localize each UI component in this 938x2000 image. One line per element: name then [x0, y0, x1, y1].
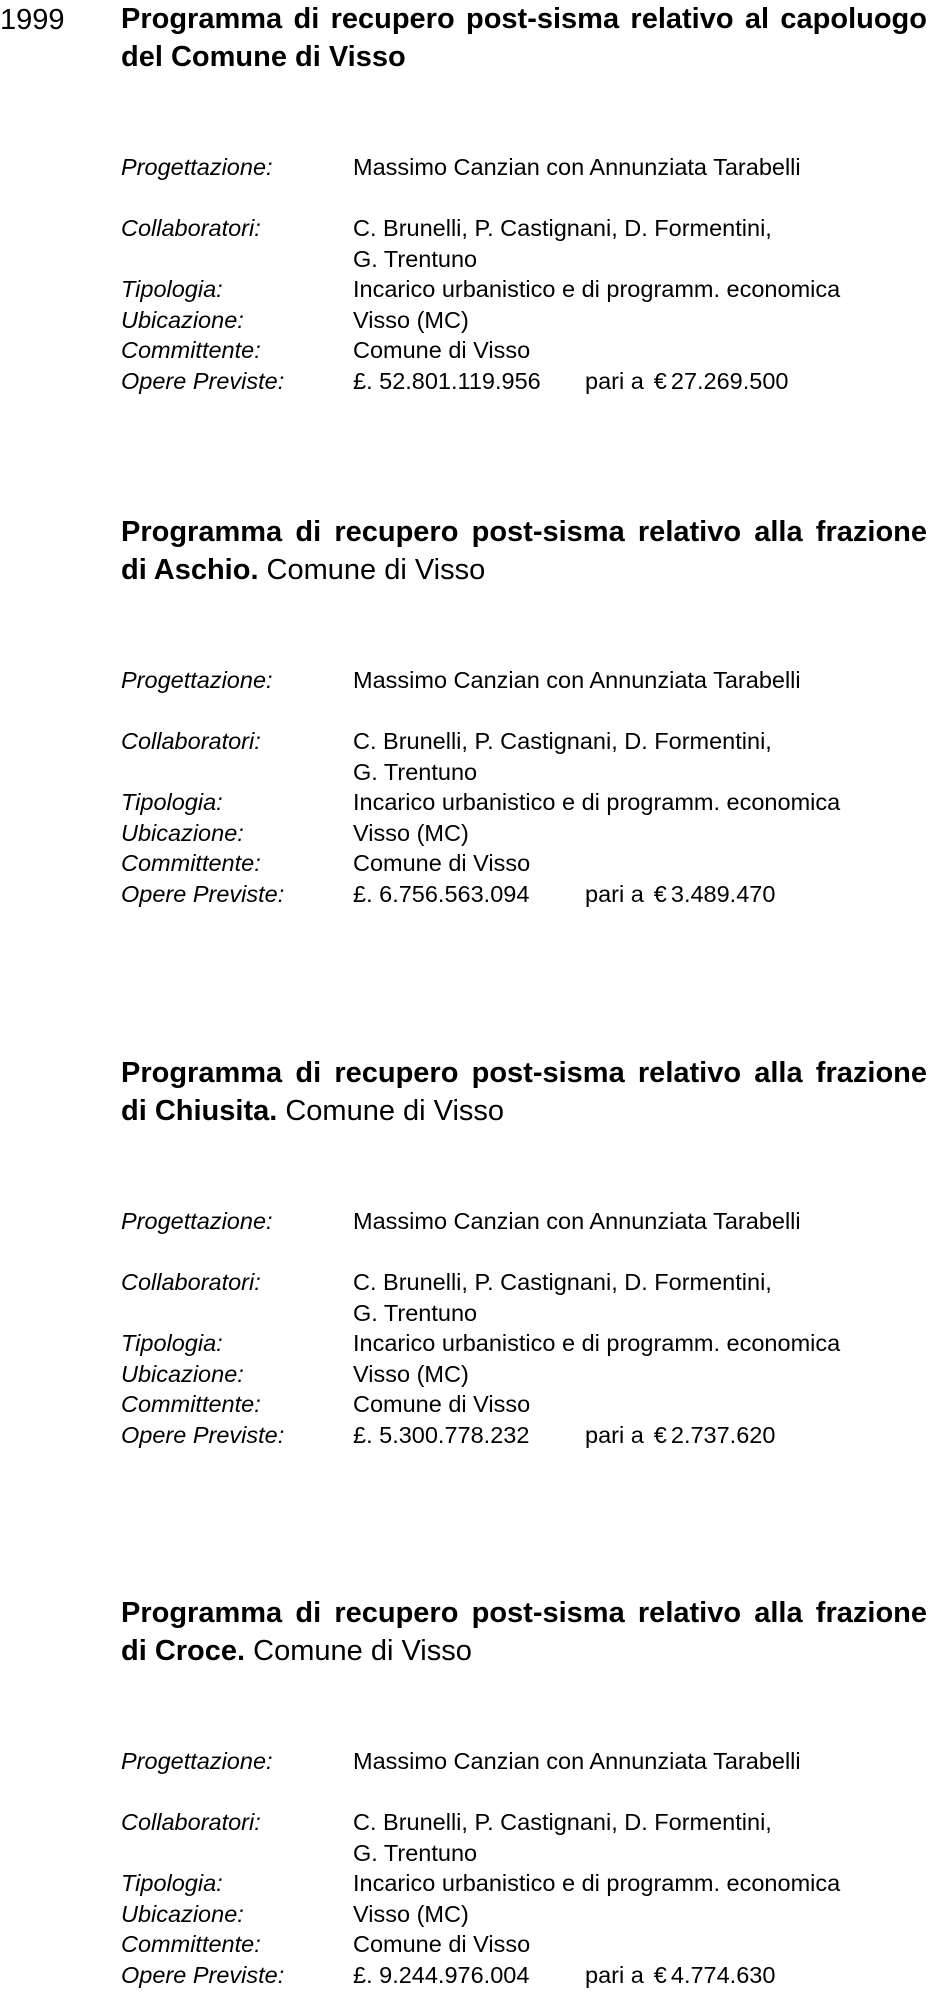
design-value: Massimo Canzian con Annunziata Tarabelli [353, 1748, 801, 1774]
collaborators-row-continued [121, 1298, 927, 1329]
type-row [121, 787, 927, 818]
pari-label: pari a [585, 367, 644, 394]
works-value [353, 1420, 775, 1451]
collaborators-row [121, 1267, 927, 1298]
client-value: Comune di Visso [353, 850, 531, 876]
collaborators-row-continued [121, 1838, 927, 1869]
location-value: Visso (MC) [353, 819, 469, 846]
design-label: Progettazione: [121, 667, 273, 693]
design-row [121, 1746, 927, 1777]
client-row [121, 335, 927, 366]
project-title-bold: Programma di recupero post-sisma relativo al capoluogo del Comune di Visso [121, 3, 927, 73]
location-row [121, 305, 927, 336]
pari-label: pari a [585, 880, 644, 907]
type-label: Tipologia: [121, 1870, 223, 1896]
client-row [121, 1929, 927, 1960]
design-label: Progettazione: [121, 1208, 273, 1234]
design-row [121, 152, 927, 183]
euro-symbol: € [653, 1961, 667, 1988]
collaborators-row-continued [121, 757, 927, 788]
collaborators-label: Collaboratori: [121, 728, 261, 754]
collaborators-row [121, 726, 927, 757]
works-row [121, 1420, 927, 1451]
collaborators-row [121, 213, 927, 244]
euro-symbol: € [653, 880, 667, 907]
cost-euro: 2.737.620 [670, 1421, 776, 1448]
project-title [121, 0, 927, 76]
location-row [121, 1899, 927, 1930]
works-label: Opere Previste: [121, 1421, 285, 1448]
type-row [121, 274, 927, 305]
design-value: Massimo Canzian con Annunziata Tarabelli [353, 667, 801, 693]
project-title-bold: Programma di recupero post-sisma relativo alla frazione di Aschio. [121, 516, 927, 586]
project-title [121, 1054, 927, 1130]
project-entry [121, 1054, 927, 1448]
client-label: Committente: [121, 1931, 261, 1957]
client-label: Committente: [121, 850, 261, 876]
location-label: Ubicazione: [121, 1900, 244, 1927]
euro-symbol: € [653, 367, 667, 394]
cost-lire: £. 9.244.976.004 [353, 1961, 530, 1988]
pari-label: pari a [585, 1421, 644, 1448]
cost-euro: 3.489.470 [670, 880, 776, 907]
collaborators-row [121, 1807, 927, 1838]
location-value: Visso (MC) [353, 1360, 469, 1387]
euro-symbol: € [653, 1421, 667, 1448]
project-details [121, 152, 927, 396]
project-title-plain: Comune di Visso [245, 1635, 472, 1667]
location-row [121, 1359, 927, 1390]
collaborators-value-continued: G. Trentuno [353, 758, 478, 785]
collaborators-value: C. Brunelli, P. Castignani, D. Formentini, [353, 1809, 772, 1835]
project-entry [121, 513, 927, 907]
works-value [353, 366, 789, 397]
works-row [121, 1960, 927, 1991]
cost-lire: £. 5.300.778.232 [353, 1421, 530, 1448]
works-value [353, 879, 775, 910]
design-label: Progettazione: [121, 154, 273, 180]
design-row [121, 1206, 927, 1237]
client-value: Comune di Visso [353, 337, 531, 363]
cost-lire: £. 6.756.563.094 [353, 880, 530, 907]
type-label: Tipologia: [121, 789, 223, 815]
design-row [121, 665, 927, 696]
year-label: 1999 [0, 4, 65, 36]
works-label: Opere Previste: [121, 1961, 285, 1988]
type-row [121, 1868, 927, 1899]
type-value: Incarico urbanistico e di programm. economica [353, 1330, 841, 1356]
pari-label: pari a [585, 1961, 644, 1988]
works-value [353, 1960, 775, 1991]
type-value: Incarico urbanistico e di programm. economica [353, 276, 841, 302]
collaborators-value-continued: G. Trentuno [353, 1299, 478, 1326]
cost-euro: 27.269.500 [670, 367, 789, 394]
works-row [121, 366, 927, 397]
collaborators-label: Collaboratori: [121, 1809, 261, 1835]
location-value: Visso (MC) [353, 1900, 469, 1927]
type-label: Tipologia: [121, 276, 223, 302]
type-value: Incarico urbanistico e di programm. economica [353, 789, 841, 815]
collaborators-value: C. Brunelli, P. Castignani, D. Formentini, [353, 1269, 772, 1295]
project-details [121, 665, 927, 909]
project-entry [121, 1594, 927, 1988]
project-entry [121, 0, 927, 394]
type-row [121, 1328, 927, 1359]
location-label: Ubicazione: [121, 819, 244, 846]
location-label: Ubicazione: [121, 306, 244, 333]
client-value: Comune di Visso [353, 1391, 531, 1417]
works-row [121, 879, 927, 910]
project-details [121, 1746, 927, 1990]
collaborators-value: C. Brunelli, P. Castignani, D. Formentini, [353, 215, 772, 241]
works-label: Opere Previste: [121, 880, 285, 907]
works-label: Opere Previste: [121, 367, 285, 394]
design-label: Progettazione: [121, 1748, 273, 1774]
location-row [121, 818, 927, 849]
client-label: Committente: [121, 337, 261, 363]
client-row [121, 1389, 927, 1420]
collaborators-row-continued [121, 244, 927, 275]
client-value: Comune di Visso [353, 1931, 531, 1957]
design-value: Massimo Canzian con Annunziata Tarabelli [353, 1208, 801, 1234]
project-title [121, 1594, 927, 1670]
collaborators-value: C. Brunelli, P. Castignani, D. Formentini, [353, 728, 772, 754]
type-label: Tipologia: [121, 1330, 223, 1356]
client-row [121, 848, 927, 879]
collaborators-label: Collaboratori: [121, 215, 261, 241]
project-title [121, 513, 927, 589]
cost-lire: £. 52.801.119.956 [353, 367, 541, 394]
location-value: Visso (MC) [353, 306, 469, 333]
project-details [121, 1206, 927, 1450]
collaborators-value-continued: G. Trentuno [353, 245, 478, 272]
client-label: Committente: [121, 1391, 261, 1417]
cost-euro: 4.774.630 [670, 1961, 776, 1988]
collaborators-value-continued: G. Trentuno [353, 1839, 478, 1866]
project-title-plain: Comune di Visso [277, 1095, 505, 1127]
type-value: Incarico urbanistico e di programm. economica [353, 1870, 841, 1896]
project-title-bold: Programma di recupero post-sisma relativo alla frazione di Croce. [121, 1597, 927, 1667]
collaborators-label: Collaboratori: [121, 1269, 261, 1295]
design-value: Massimo Canzian con Annunziata Tarabelli [353, 154, 801, 180]
project-title-bold: Programma di recupero post-sisma relativo alla frazione di Chiusita. [121, 1057, 927, 1127]
project-title-plain: Comune di Visso [258, 554, 486, 586]
location-label: Ubicazione: [121, 1360, 244, 1387]
